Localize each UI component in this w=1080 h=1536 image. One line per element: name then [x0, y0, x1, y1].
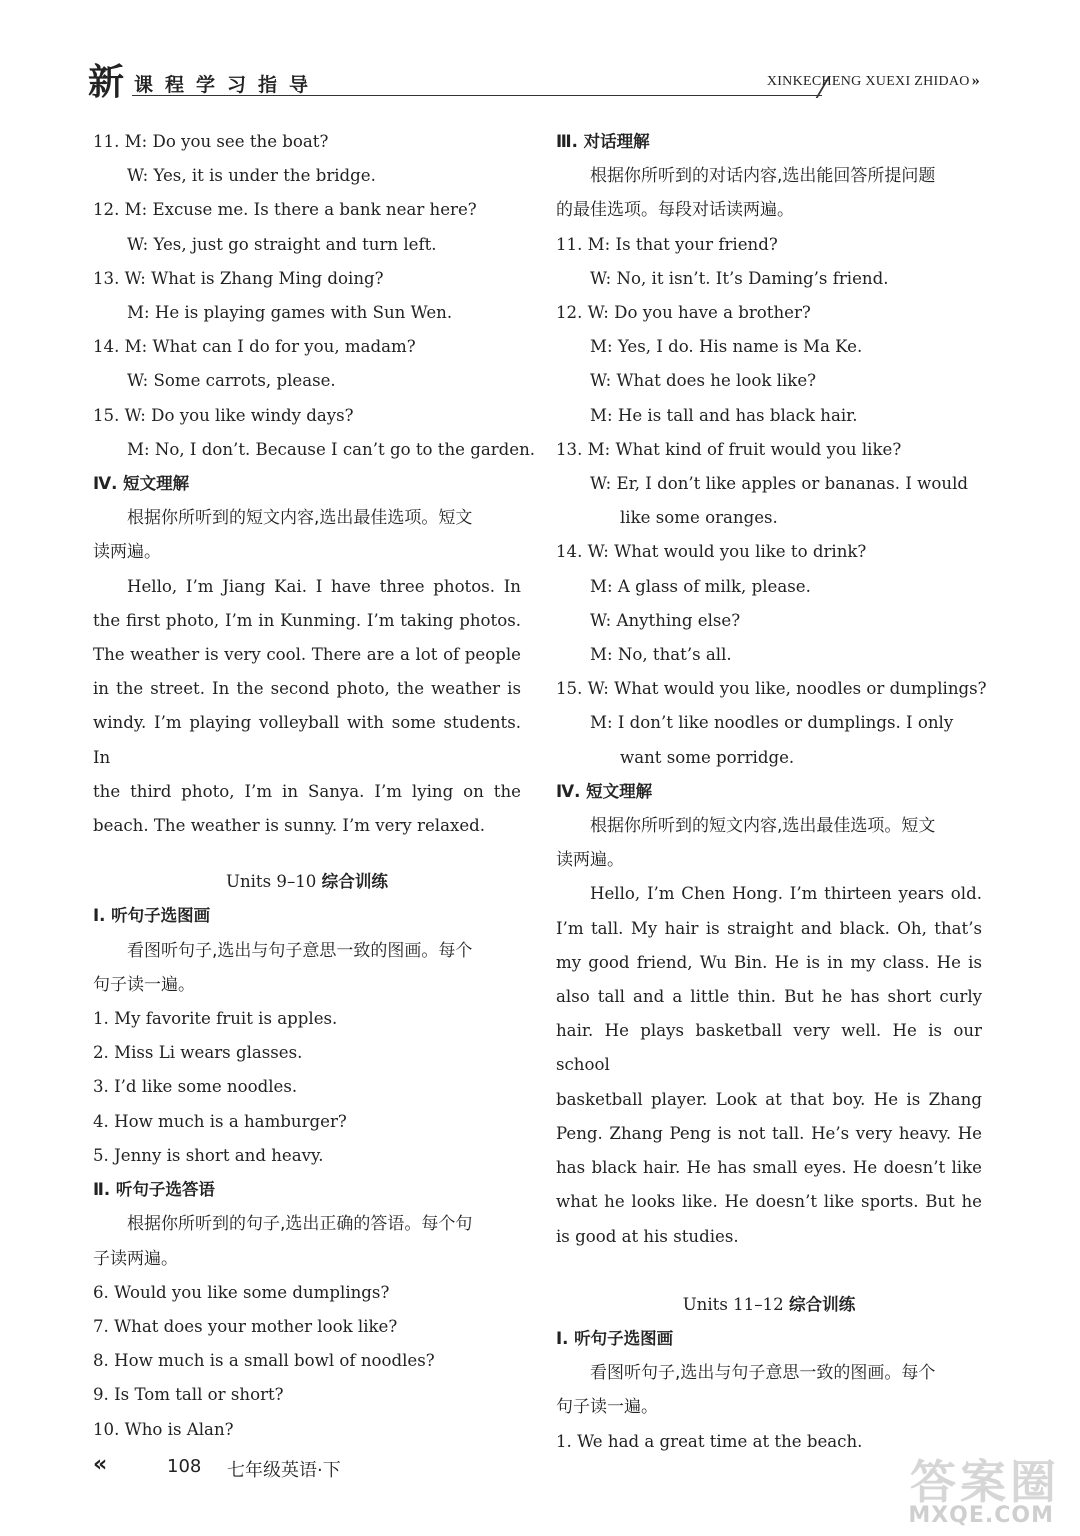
dialog-line: 12. M: Excuse me. Is there a bank near here? — [93, 200, 477, 220]
dialog-line: W: What does he look like? — [590, 371, 817, 391]
dialog-line: W: No, it isn’t. It’s Daming’s friend. — [590, 268, 889, 288]
section-instruction: 读两遍。 — [556, 850, 624, 871]
dialog-line: M: He is tall and has black hair. — [590, 405, 858, 425]
dialog-line: 14. W: What would you like to drink? — [556, 542, 867, 562]
dialog-line: 13. M: What kind of fruit would you like? — [556, 439, 902, 459]
question-item: 10. Who is Alan? — [93, 1419, 234, 1439]
section-instruction: 句子读一遍。 — [93, 974, 195, 995]
section-heading: Ⅳ. 短文理解 — [556, 781, 653, 801]
section-instruction: 子读两遍。 — [93, 1248, 178, 1269]
question-item: 3. I’d like some noodles. — [93, 1077, 298, 1097]
double-chevron-right-icon: » — [971, 72, 980, 89]
header-rule — [132, 95, 822, 96]
section-instruction: 看图听句子,选出与句子意思一致的图画。每个 — [590, 1363, 936, 1384]
section-heading: Ⅰ. 听句子选图画 — [93, 906, 211, 926]
right-column — [556, 125, 987, 1459]
passage-line: has black hair. He has small eyes. He doesn’t like — [556, 1158, 982, 1178]
dialog-line: W: Yes, just go straight and turn left. — [127, 234, 437, 254]
passage-line: The weather is very cool. There are a lot of people — [93, 645, 521, 665]
passage-line: hair. He plays basketball very well. He is our school — [556, 1021, 982, 1075]
dialog-line: W: Er, I don’t like apples or bananas. I would — [590, 474, 968, 494]
passage-line: the third photo, I’m in Sanya. I’m lying on the — [93, 781, 521, 801]
passage-line: also tall and a little thin. But he has short curly — [556, 987, 982, 1007]
dialog-line: 15. W: Do you like windy days? — [93, 405, 354, 425]
dialog-line: M: A glass of milk, please. — [590, 576, 811, 596]
passage-line: I’m tall. My hair is straight and black. Oh, that’s — [556, 918, 982, 938]
unit-title-cn: 综合训练 — [788, 1294, 856, 1314]
double-chevron-left-icon: « — [93, 1452, 108, 1477]
passage-line: basketball player. Look at that boy. He is Zhang — [556, 1089, 982, 1109]
dialog-line: like some oranges. — [620, 508, 778, 528]
dialog-line: want some porridge. — [620, 747, 795, 767]
page-header — [88, 62, 988, 104]
dialog-line: 15. W: What would you like, noodles or dumplings? — [556, 679, 987, 699]
dialog-line: 11. M: Is that your friend? — [556, 234, 778, 254]
passage-line: what he looks like. He doesn’t like sports. But he — [556, 1192, 982, 1212]
question-item: 1. My favorite fruit is apples. — [93, 1009, 338, 1029]
dialog-line: M: He is playing games with Sun Wen. — [127, 303, 453, 323]
series-title-cn: 课程学习指导 — [134, 74, 321, 96]
page-footer — [93, 1452, 593, 1486]
dialog-line: M: No, I don’t. Because I can’t go to the garden. — [127, 439, 536, 459]
passage-line: Hello, I’m Chen Hong. I’m thirteen years old. — [590, 884, 982, 904]
question-item: 7. What does your mother look like? — [93, 1316, 398, 1336]
dialog-line: M: No, that’s all. — [590, 645, 732, 665]
section-instruction: 根据你所听到的短文内容,选出最佳选项。短文 — [590, 816, 936, 837]
section-heading: Ⅳ. 短文理解 — [93, 474, 190, 494]
watermark-text-url: MXQE.COM — [908, 1503, 1054, 1528]
left-column — [93, 125, 536, 1447]
dialog-line: W: Some carrots, please. — [127, 371, 336, 391]
watermark-logo — [890, 1446, 1060, 1528]
section-instruction: 根据你所听到的句子,选出正确的答语。每个句 — [127, 1214, 473, 1235]
passage-line: Peng. Zhang Peng is not tall. He’s very heavy. He — [556, 1123, 982, 1143]
dialog-line: W: Anything else? — [590, 610, 741, 630]
unit-title — [556, 1288, 982, 1322]
dialog-line: 12. W: Do you have a brother? — [556, 303, 811, 323]
section-instruction: 根据你所听到的对话内容,选出能回答所提问题 — [590, 166, 936, 187]
question-item: 5. Jenny is short and heavy. — [93, 1145, 324, 1165]
dialog-line: M: Yes, I do. His name is Ma Ke. — [590, 337, 863, 357]
dialog-line: 13. W: What is Zhang Ming doing? — [93, 268, 384, 288]
passage-line: windy. I’m playing volleyball with some students. In — [93, 713, 521, 767]
unit-title-cn: 综合训练 — [321, 872, 389, 892]
section-heading: Ⅲ. 对话理解 — [556, 132, 650, 151]
section-heading: Ⅰ. 听句子选图画 — [556, 1328, 674, 1348]
series-title-en-text: XINKECHENG XUEXI ZHIDAO — [766, 74, 970, 89]
section-instruction: 句子读一遍。 — [556, 1397, 658, 1418]
section-instruction: 根据你所听到的短文内容,选出最佳选项。短文 — [127, 508, 473, 529]
dialog-line: M: I don’t like noodles or dumplings. I only — [590, 713, 954, 733]
passage-line: is good at his studies. — [556, 1226, 739, 1246]
section-instruction: 的最佳选项。每段对话读两遍。 — [556, 200, 794, 221]
watermark-text-cn: 答案圈 — [910, 1455, 1060, 1509]
dialog-line: 11. M: Do you see the boat? — [93, 132, 329, 151]
unit-title — [93, 865, 521, 899]
dialog-line: 14. M: What can I do for you, madam? — [93, 337, 416, 357]
passage-line: in the street. In the second photo, the weather is — [93, 679, 521, 699]
passage-line: the first photo, I’m in Kunming. I’m taking photos. — [93, 610, 521, 630]
question-item: 1. We had a great time at the beach. — [556, 1431, 863, 1451]
section-instruction: 读两遍。 — [93, 542, 161, 563]
unit-title-en: Units 11–12 — [682, 1294, 784, 1314]
passage-line: beach. The weather is sunny. I’m very relaxed. — [93, 816, 486, 836]
question-item: 6. Would you like some dumplings? — [93, 1282, 390, 1302]
passage-line: Hello, I’m Jiang Kai. I have three photos. In — [127, 576, 521, 596]
question-item: 9. Is Tom tall or short? — [93, 1385, 284, 1405]
dialog-line: W: Yes, it is under the bridge. — [127, 166, 376, 186]
series-title-en — [767, 72, 980, 90]
section-instruction: 看图听句子,选出与句子意思一致的图画。每个 — [127, 940, 473, 961]
question-item: 8. How much is a small bowl of noodles? — [93, 1351, 435, 1371]
passage-line: my good friend, Wu Bin. He is in my class. He is — [556, 952, 982, 972]
question-item: 4. How much is a hamburger? — [93, 1111, 347, 1131]
section-heading: Ⅱ. 听句子选答语 — [93, 1180, 215, 1200]
series-logo-char: 新 — [88, 62, 125, 103]
page-number: 108 — [167, 1456, 202, 1477]
question-item: 2. Miss Li wears glasses. — [93, 1043, 303, 1063]
unit-title-en: Units 9–10 — [225, 872, 317, 892]
book-title: 七年级英语·下 — [227, 1460, 341, 1481]
